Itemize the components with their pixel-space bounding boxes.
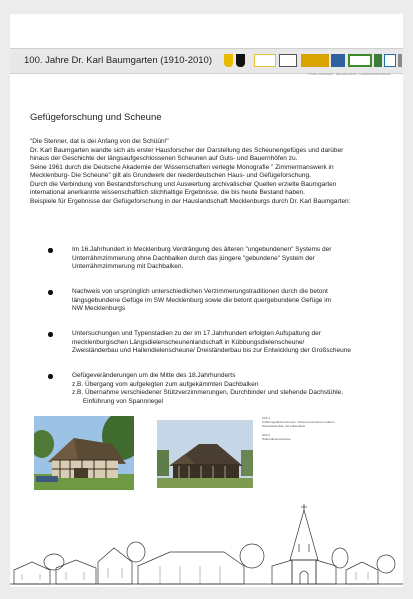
caption-line: Kübbungsdielenscheune / Museumsscheune Göhren: [262, 420, 335, 425]
shield-logo: [236, 54, 245, 67]
bullet-line: Im 16.Jahrhundert in Mecklenburg Verdrängung des älteren "ungebundenen" Systems der: [72, 246, 332, 253]
bullet-line: Unterrähmzimmerung ohne Dachbalken durch das jüngere "gebundene" System der: [72, 254, 315, 262]
bullet-line: Einführung von Spannriegel: [72, 397, 164, 405]
intro-line: Durch die Verbindung von Bestandsforschung und Auswertung archivalischer Quellen erzielte Baumgarten: [30, 180, 337, 188]
caption-line: Zweiständerbau mit Außendiele: [262, 424, 306, 429]
intro-line: Mecklenburg- Die Scheune" gilt als Grundwerk der niederdeutschen Haus- und Gefügeforschung.: [30, 172, 311, 180]
bullet-line: NW Mecklenburgs: [72, 305, 126, 313]
coat-of-arms-logo: [224, 54, 233, 67]
bullet-line: Unterrähmzimmerung mit Dachbalken.: [72, 263, 184, 271]
section-title: Gefügeforschung und Scheune: [30, 112, 162, 123]
sponsor-logos: [224, 54, 402, 67]
intro-line: Dr. Karl Baumgarten wandte sich als erster Hausforscher der Darstellung des Scheunengefüges und darüber: [30, 146, 344, 154]
bullet-line: Nachweis von ursprünglich unterschiedlichen Verzimmerungstraditionen durch die betont: [72, 288, 328, 295]
caption-line: Abb.1: [262, 416, 271, 420]
bullet-line: z.B. Übergang vom aufgelegten zum aufgekämmten Dachbalken: [72, 380, 259, 388]
green-logo: [348, 54, 372, 67]
header-bar: [10, 48, 403, 74]
blue-logo: [331, 54, 345, 67]
intro-line: international anerkannte wissenschaftlich stichhaltige Ergebnisse, die bis heute Bestand haben.: [30, 189, 305, 197]
university-logo: [254, 54, 276, 67]
intro-line: Seine 1961 durch die Deutsche Akademie der Wissenschaften verlegte Monografie " Zimmermanswerk in: [30, 163, 334, 171]
wave-logo: [384, 54, 396, 67]
bullet-dot: [48, 248, 53, 253]
house-2: [56, 560, 96, 584]
bullet-line: Zweiständerbau und Hallendielenscheune/ Dreiständerbau bis zur Entwicklung der Großscheune: [72, 347, 351, 355]
photo-credit: © Anne Schumann · Heimatmuseum · Landkreis Bad Doberan: [308, 72, 391, 76]
museum-logo: [279, 54, 297, 67]
bullet-line: längsgebundene Gefüge im SW Mecklenburg sowie die betont quergebundene Gefüge im: [72, 296, 332, 304]
gold-logo: [301, 54, 329, 67]
bullet-line: Gefügeveränderungen um die Mitte des 18.Jahrhunderts: [72, 372, 236, 379]
bullet-dot: [48, 332, 53, 337]
village-drawing: [10, 504, 403, 587]
header-title: 100. Jahre Dr. Karl Baumgarten (1910-2010): [24, 55, 212, 66]
intro-text: [30, 138, 402, 206]
bullet-dot: [48, 290, 53, 295]
caption-line: Hallendielenscheune: [262, 437, 291, 442]
long-barn: [138, 552, 244, 584]
caption-line: Abb.2: [262, 432, 271, 437]
poster-page: [10, 14, 403, 587]
bullet-line: Untersuchungen und Typenstadien zu der im 17.Jahrhundert erfolgten Aufspaltung der: [72, 330, 321, 337]
barn-photo-1: [34, 416, 134, 490]
vf-logo: [374, 54, 382, 67]
photo-captions: [262, 416, 335, 441]
intro-line: "Die Stenner, dat is dei Anfang von dei Schüün!": [30, 138, 169, 145]
intro-line: Beispiele für Ergebnisse der Gefügeforschung in der Hauslandschaft Mecklenburgs durch Dr. Karl Baumgarten:: [30, 197, 351, 205]
barn-photo-2-image: [157, 420, 253, 488]
barn-photo-2: [157, 420, 253, 488]
tail-logo: [398, 54, 402, 67]
bullet-line: z.B. Übernahme verschiedener Stützverzimmerungen, Durchbinder und stehende Dachstühle,: [72, 389, 343, 397]
barn-photo-1-image: [34, 416, 134, 490]
house-4: [346, 562, 378, 584]
church-tower: [292, 560, 316, 584]
church-spire: [290, 510, 318, 560]
bullet-dot: [48, 374, 53, 379]
bullet-line: mecklenburgischen Längsdielenscheunenlandschaft in Kübbungsdielenscheune/: [72, 338, 305, 346]
intro-line: hinaus der Geschichte der längsaufgeschlossenen Scheunen auf Guts- und Bauernhöfen zu.: [30, 155, 298, 163]
